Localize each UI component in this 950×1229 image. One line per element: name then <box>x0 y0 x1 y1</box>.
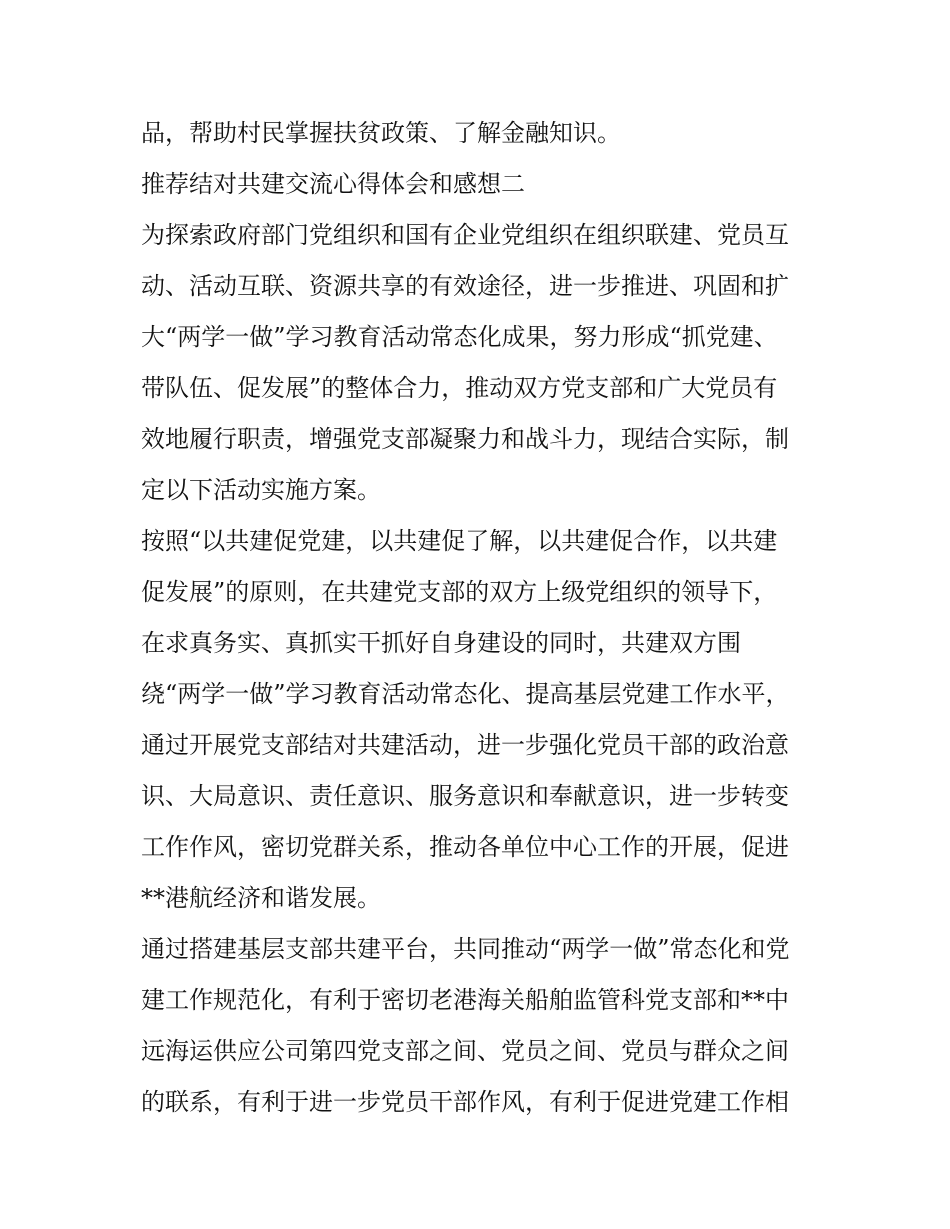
text-line: 带队伍、促发展”的整体合力，推动双方党支部和广大党员有 <box>141 374 778 402</box>
text-line: 绕“两学一做”学习教育活动常态化、提高基层党建工作水平， <box>141 680 790 708</box>
text-line: 的联系，有利于进一步党员干部作风，有利于促进党建工作相 <box>141 1088 789 1116</box>
text-line: 通过开展党支部结对共建活动，进一步强化党员干部的政治意 <box>141 731 789 759</box>
text-line: 工作作风，密切党群关系，推动各单位中心工作的开展，促进 <box>141 833 789 861</box>
text-line: 品，帮助村民掌握扶贫政策、了解金融知识。 <box>141 119 621 147</box>
text-line: 远海运供应公司第四党支部之间、党员之间、党员与群众之间 <box>141 1037 789 1065</box>
text-line: **港航经济和谐发展。 <box>141 884 381 912</box>
text-line: 建工作规范化，有利于密切老港海关船舶监管科党支部和**中 <box>141 986 789 1014</box>
text-line: 大“两学一做”学习教育活动常态化成果，努力形成“抓党建、 <box>141 323 778 351</box>
text-line: 为探索政府部门党组织和国有企业党组织在组织联建、党员互 <box>141 221 789 249</box>
text-line: 效地履行职责，增强党支部凝聚力和战斗力，现结合实际，制 <box>141 425 789 453</box>
text-line: 识、大局意识、责任意识、服务意识和奉献意识，进一步转变 <box>141 782 789 810</box>
text-line: 通过搭建基层支部共建平台，共同推动“两学一做”常态化和党 <box>141 935 790 963</box>
text-line: 在求真务实、真抓实干抓好自身建设的同时，共建双方围 <box>141 629 741 657</box>
text-line: 促发展”的原则，在共建党支部的双方上级党组织的领导下， <box>141 578 778 606</box>
document-body <box>141 108 821 1128</box>
text-line: 定以下活动实施方案。 <box>141 476 381 504</box>
text-line: 动、活动互联、资源共享的有效途径，进一步推进、巩固和扩 <box>141 272 789 300</box>
section-heading: 推荐结对共建交流心得体会和感想二 <box>141 170 525 198</box>
text-line: 按照“以共建促党建，以共建促了解，以共建促合作，以共建 <box>141 527 778 555</box>
